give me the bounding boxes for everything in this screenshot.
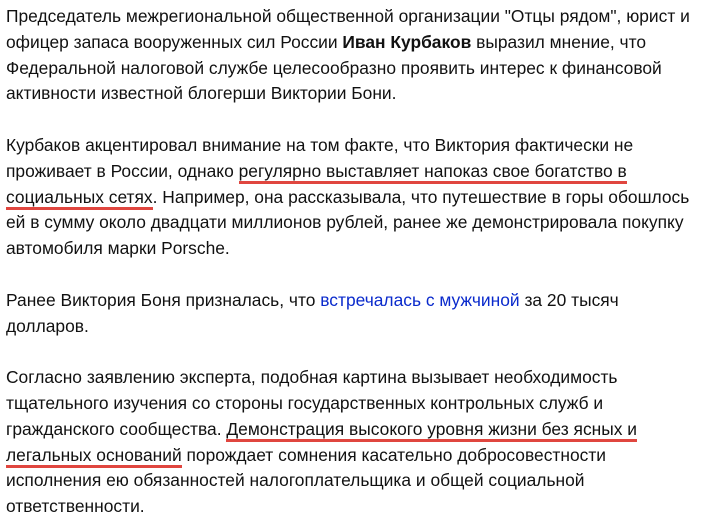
paragraph-2 xyxy=(6,133,696,262)
article-link[interactable]: встречалась с мужчиной xyxy=(320,289,520,310)
highlight-underline-4: легальных оснований xyxy=(6,445,182,468)
paragraph-1 xyxy=(6,4,696,107)
paragraph-4-text-start: Согласно заявлению эксперта, подобная картина вызывает необходимость тщательного изучения со стороны государственных контрольных служб и гражданского сообщества. xyxy=(6,367,618,439)
paragraph-2-text-start: Курбаков акцентировал внимание на том факте, что Виктория фактически не проживает в России, однако xyxy=(6,134,634,181)
highlight-underline-2: социальных сетях xyxy=(6,187,153,210)
person-name-bold: Иван Курбаков xyxy=(342,31,472,52)
highlight-underline-1: регулярно выставляет напоказ свое богатство в xyxy=(239,161,627,184)
paragraph-3-text-end: за 20 тысяч долларов. xyxy=(6,289,619,336)
paragraph-1-text-start: Председатель межрегиональной общественной организации "Отцы рядом", юрист и офицер запаса вооруженных сил России xyxy=(6,6,690,52)
paragraph-1-text-end: выразил мнение, что Федеральной налоговой службе целесообразно проявить интерес к финансовой активности известной блогерши Виктории Бони. xyxy=(6,31,662,104)
highlight-underline-3: Демонстрация высокого уровня жизни без ясных и xyxy=(226,419,637,442)
paragraph-4-text-end: порождает сомнения касательно добросовестности исполнения ею обязанностей налогоплательщика и общей социальной ответственности. xyxy=(6,444,606,517)
article-body xyxy=(6,4,696,520)
paragraph-3 xyxy=(6,288,696,340)
paragraph-4 xyxy=(6,365,696,520)
paragraph-3-text-start: Ранее Виктория Боня призналась, что xyxy=(6,289,321,310)
paragraph-2-text-end: . Например, она рассказывала, что путешествие в горы обошлось ей в сумму около двадцати миллионов рублей, ранее же демонстрировала покупку автомобиля марки Porsche. xyxy=(6,186,690,259)
